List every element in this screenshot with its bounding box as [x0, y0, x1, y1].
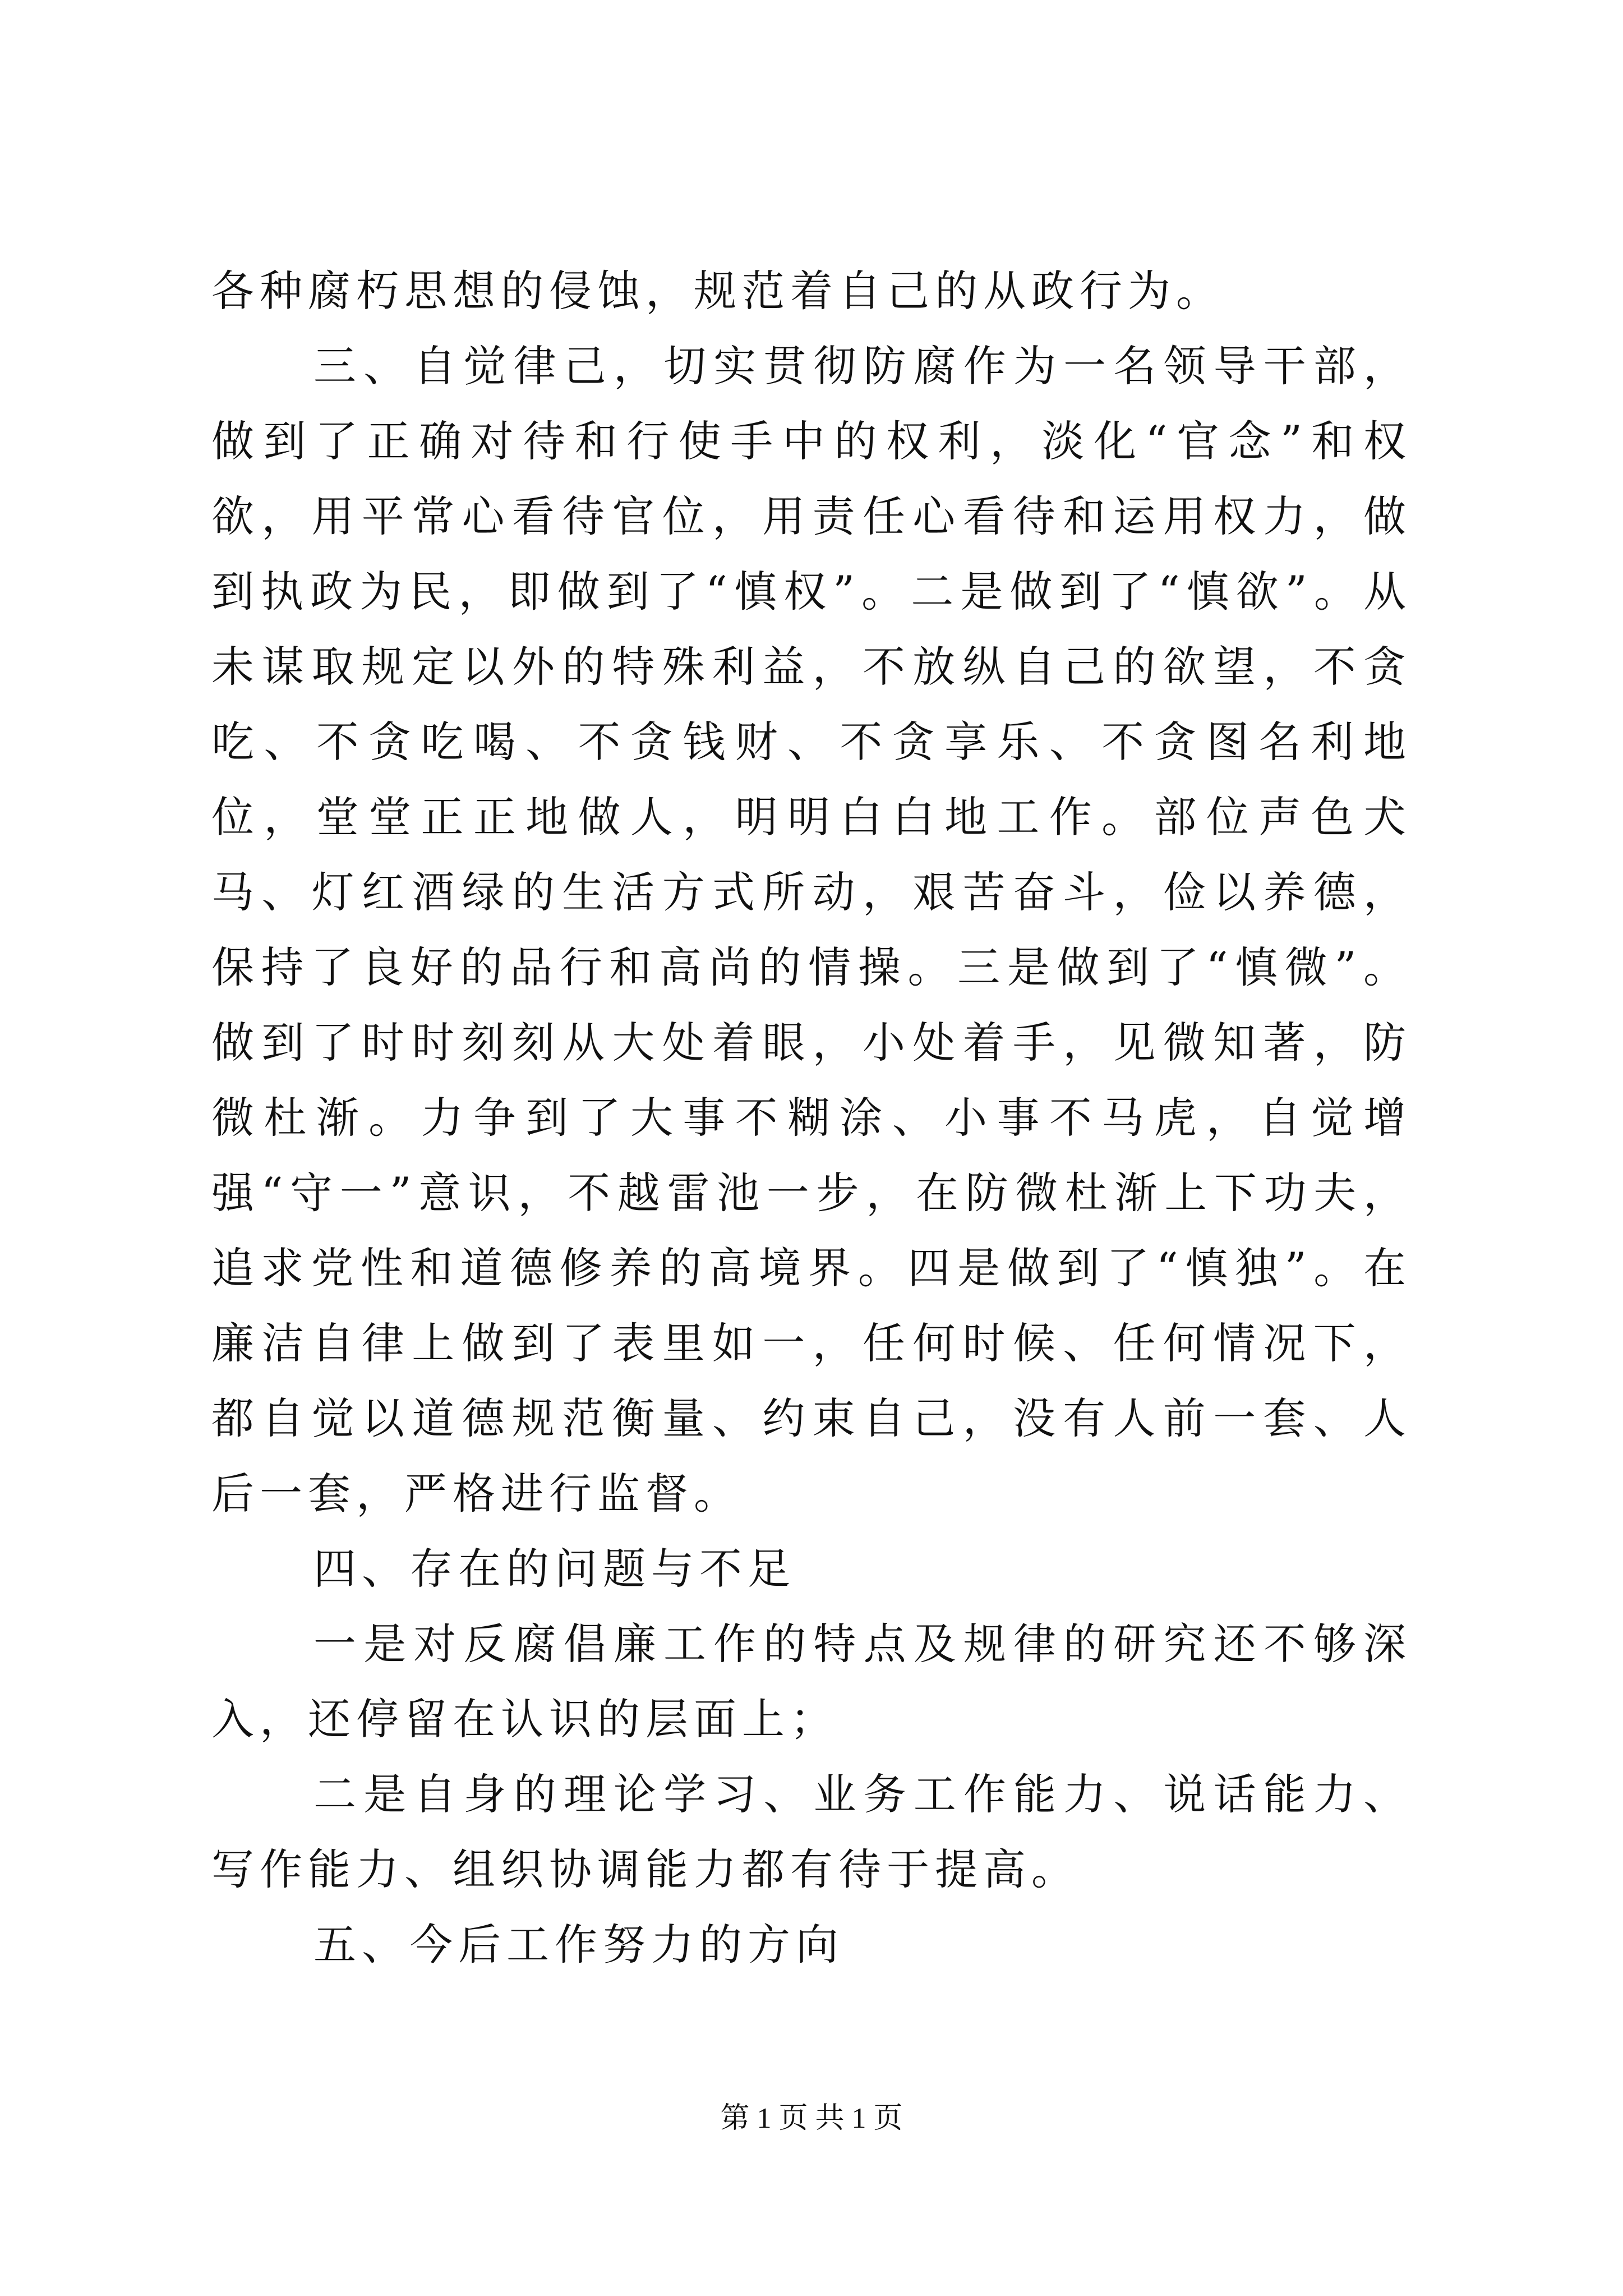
section-three-paragraph: 三、自觉律己，切实贯彻防腐作为一名领导干部，做到了正确对待和行使手中的权利，淡化“官念”和权欲，用平常心看待官位，用责任心看待和运用权力，做到执政为民，即做到了“慎权”。二是做到了“慎欲”。从未谋取规定以外的特殊利益，不放纵自己的欲望，不贪吃、不贪吃喝、不贪钱财、不贪享乐、不贪图名利地位，堂堂正正地做人，明明白白地工作。部位声色犬马、灯红酒绿的生活方式所动，艰苦奋斗，俭以养德，保持了良好的品行和高尚的情操。三是做到了“慎微”。做到了时时刻刻从大处着眼，小处着手，见微知著，防微杜渐。力争到了大事不糊涂、小事不马虎，自觉增强“守一”意识，不越雷池一步，在防微杜渐上下功夫，追求党性和道德修养的高境界。四是做到了“慎独”。在廉洁自律上做到了表里如一，任何时候、任何情况下，都自觉以道德规范衡量、约束自己，没有人前一套、人后一套，严格进行监督。: [211, 341, 1412, 1519]
section-five-heading: 五、今后工作努力的方向: [313, 1920, 844, 1970]
section-four-heading: 四、存在的问题与不足: [313, 1544, 796, 1594]
paragraph: 各种腐朽思想的侵蚀，规范着自己的从政行为。: [211, 266, 1224, 316]
document-body: [211, 254, 1412, 1982]
paragraph: 一是对反腐倡廉工作的特点及规律的研究还不够深入，还停留在认识的层面上；: [211, 1619, 1412, 1744]
paragraph: 二是自身的理论学习、业务工作能力、说话能力、写作能力、组织协调能力都有待于提高。: [211, 1769, 1412, 1894]
page-footer: 第 1 页 共 1 页: [720, 2102, 903, 2134]
